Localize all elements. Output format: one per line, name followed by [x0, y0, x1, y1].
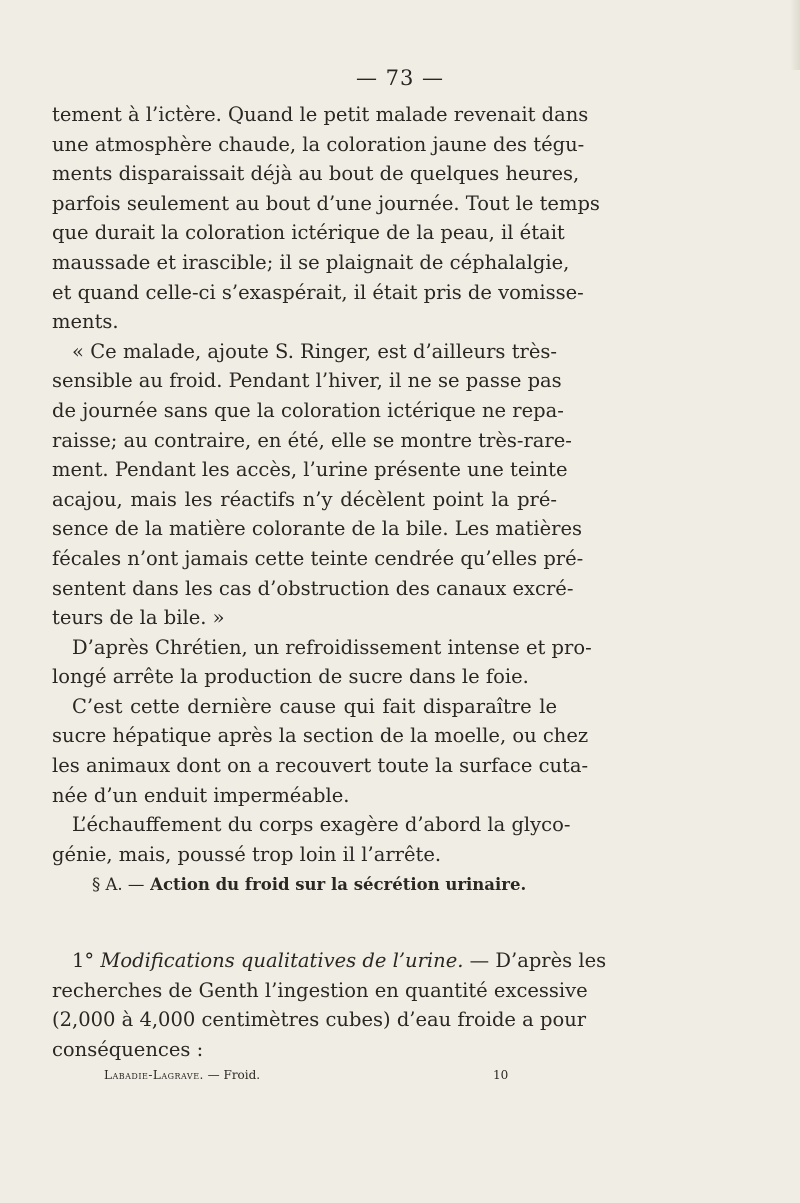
- page-edge-shadow: [790, 0, 800, 70]
- text-line: longé arrête la production de sucre dans le foie.: [52, 665, 529, 689]
- footer-author: Labadie-Lagrave.: [104, 1068, 204, 1082]
- text-line: les animaux dont on a recouvert toute la surface cuta-: [52, 754, 589, 778]
- text-line: maussade et irascible; il se plaignait de céphalalgie,: [52, 250, 570, 274]
- text-fragment: — D’après les: [469, 949, 607, 972]
- list-numeral: 1°: [72, 949, 95, 972]
- section-number: § A. —: [92, 875, 145, 894]
- text-line: (2,000 à 4,000 centimètres cubes) d’eau froide a pour: [52, 1008, 587, 1032]
- text-line: sensible au froid. Pendant l’hiver, il ne se passe pas: [52, 369, 562, 393]
- subsection-title: Modifications qualitatives de l’urine.: [100, 949, 464, 972]
- text-line: teurs de la bile. »: [52, 606, 225, 630]
- text-line: recherches de Genth l’ingestion en quantité excessive: [52, 978, 588, 1002]
- text-line: raisse; au contraire, en été, elle se montre très-rare-: [52, 428, 572, 452]
- text-line: parfois seulement au bout d’une journée. Tout le temps: [52, 191, 600, 215]
- text-line: et quand celle-ci s’exaspérait, il était pris de vomisse-: [52, 280, 584, 304]
- text-line: ments.: [52, 310, 119, 334]
- text-line: une atmosphère chaude, la coloration jaune des tégu-: [52, 132, 585, 156]
- second-text-block: [52, 946, 607, 1064]
- text-line: conséquences :: [52, 1037, 204, 1061]
- footer-title: — Froid.: [207, 1068, 261, 1082]
- text-line: fécales n’ont jamais cette teinte cendrée qu’elles pré-: [52, 546, 584, 570]
- page-number: — 73 —: [355, 66, 445, 90]
- text-line: tement à l’ictère. Quand le petit malade revenait dans: [52, 103, 589, 126]
- text-line: C’est cette dernière cause qui fait disparaître le: [72, 694, 557, 718]
- section-title: Action du froid sur la sécrétion urinaire.: [150, 875, 527, 894]
- text-line: [52, 946, 607, 976]
- text-line: sentent dans les cas d’obstruction des canaux excré-: [52, 576, 574, 600]
- text-line: sence de la matière colorante de la bile. Les matières: [52, 517, 583, 541]
- section-heading: [92, 875, 526, 894]
- text-line: que durait la coloration ictérique de la peau, il était: [52, 221, 565, 245]
- main-text-block: [52, 100, 600, 869]
- text-line: ment. Pendant les accès, l’urine présente une teinte: [52, 458, 568, 482]
- text-line: de journée sans que la coloration ictérique ne repa-: [52, 398, 564, 422]
- text-line: « Ce malade, ajoute S. Ringer, est d’ailleurs très-: [72, 339, 557, 363]
- text-line: née d’un enduit imperméable.: [52, 783, 350, 807]
- text-line: L’échauffement du corps exagère d’abord la glyco-: [72, 813, 571, 837]
- text-line: ments disparaissait déjà au bout de quelques heures,: [52, 162, 580, 186]
- text-line: génie, mais, poussé trop loin il l’arrête.: [52, 842, 442, 866]
- text-line: acajou, mais les réactifs n’y décèlent point la pré-: [52, 487, 557, 511]
- text-line: sucre hépatique après la section de la moelle, ou chez: [52, 724, 589, 748]
- text-line: D’après Chrétien, un refroidissement intense et pro-: [72, 635, 592, 659]
- signature-mark: 10: [493, 1068, 509, 1082]
- footer-author-title: [104, 1068, 260, 1082]
